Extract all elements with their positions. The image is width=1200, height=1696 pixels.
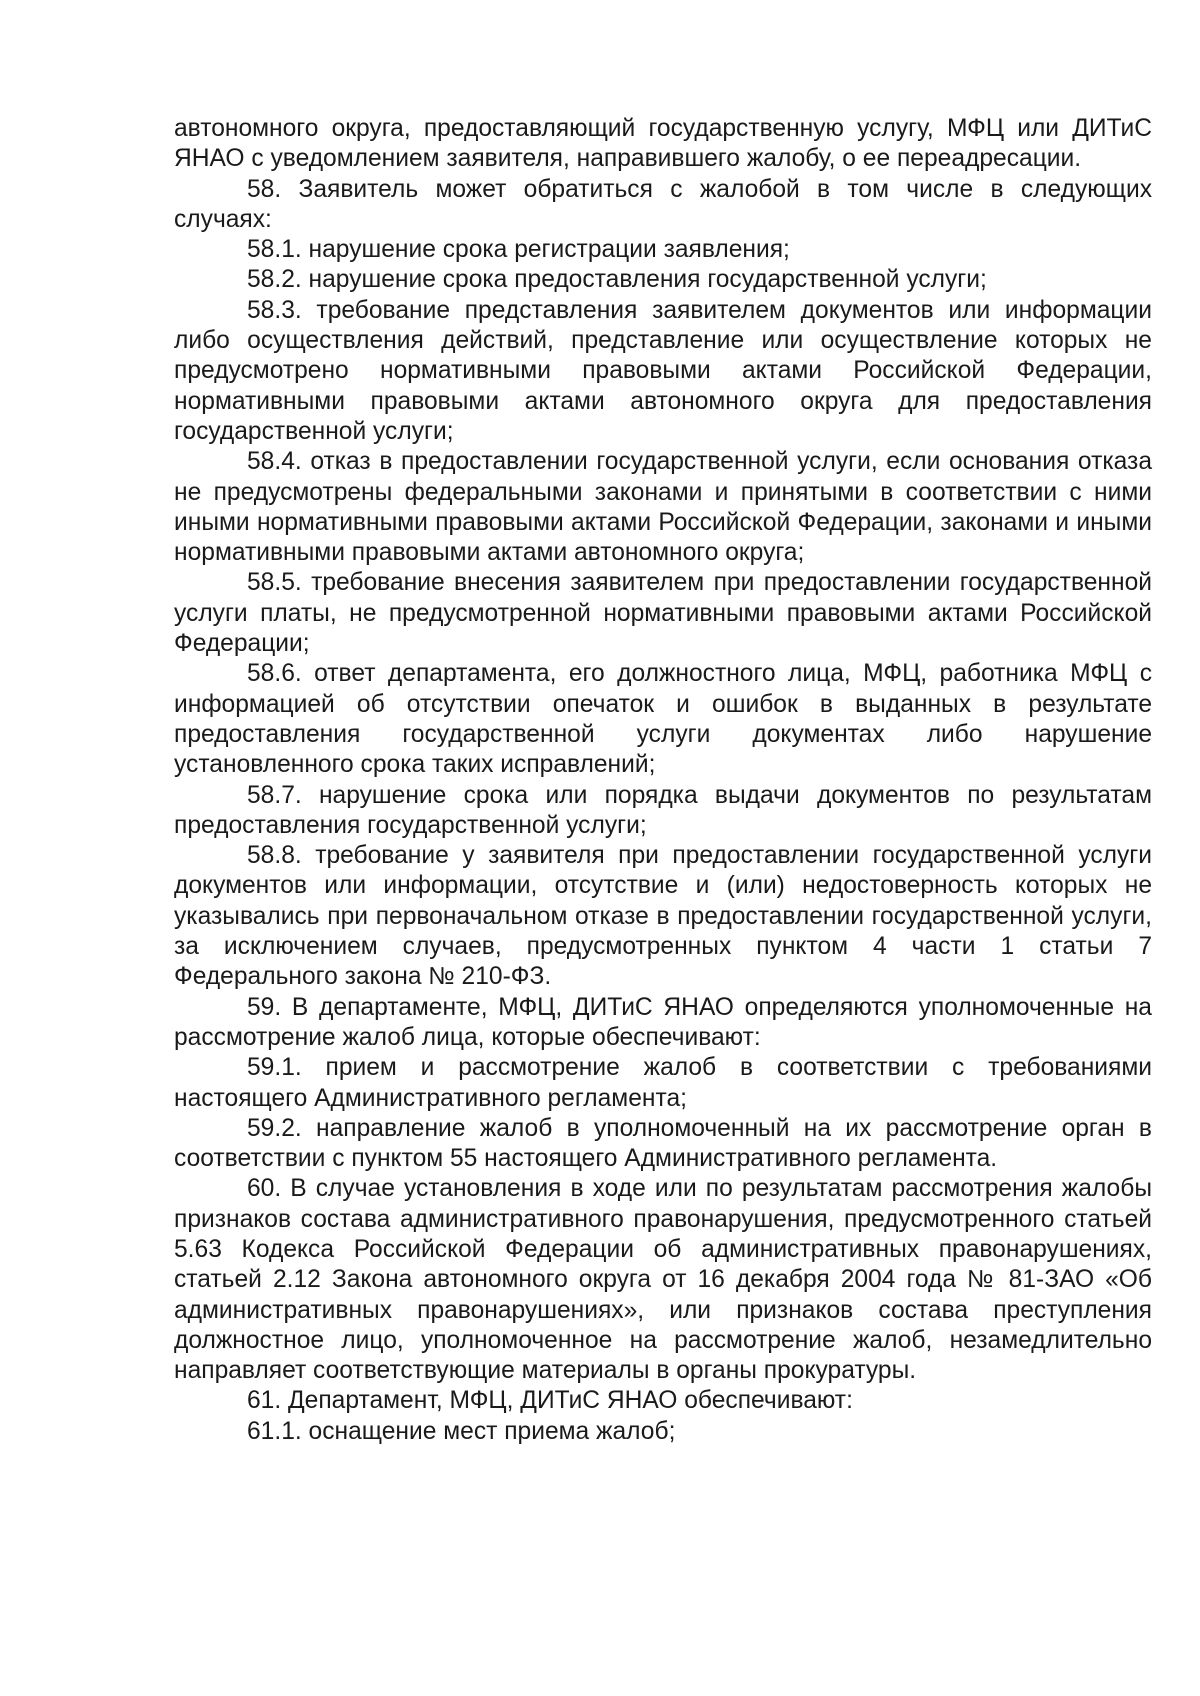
paragraph-58: 58. Заявитель может обратиться с жалобой в том числе в следующих случаях: — [174, 175, 1152, 233]
paragraph-59-1: 59.1. прием и рассмотрение жалоб в соответствии с требованиями настоящего Административного регламента; — [174, 1054, 1152, 1112]
paragraph-continuation: автономного округа, предоставляющий государственную услугу, МФЦ или ДИТиС ЯНАО с уведомлением заявителя, направившего жалобу, о ее переадресации. — [174, 115, 1152, 173]
paragraph-58-8: 58.8. требование у заявителя при предоставлении государственной услуги документов или информации, отсутствие и (или) недостоверность которых не указывались при первоначальном отказе в предоставлении государственной услуги, за исключением случаев, предусмотренных пунктом 4 части 1 статьи 7 Федерального закона № 210-ФЗ. — [174, 842, 1152, 991]
paragraph-59: 59. В департаменте, МФЦ, ДИТиС ЯНАО определяются уполномоченные на рассмотрение жалоб лица, которые обеспечивают: — [174, 993, 1152, 1051]
paragraph-58-1: 58.1. нарушение срока регистрации заявления; — [247, 236, 790, 264]
paragraph-58-6: 58.6. ответ департамента, его должностного лица, МФЦ, работника МФЦ с информацией об отсутствии опечаток и ошибок в выданных в результате предоставления государственной услуги документах либо нарушение установленного срока таких исправлений; — [174, 660, 1152, 779]
paragraph-58-2: 58.2. нарушение срока предоставления государственной услуги; — [247, 266, 987, 294]
paragraph-58-5: 58.5. требование внесения заявителем при предоставлении государственной услуги платы, не предусмотренной нормативными правовыми актами Российской Федерации; — [174, 569, 1152, 658]
paragraph-61-1: 61.1. оснащение мест приема жалоб; — [247, 1417, 676, 1445]
paragraph-59-2: 59.2. направление жалоб в уполномоченный на их рассмотрение орган в соответствии с пунктом 55 настоящего Административного регламента. — [174, 1114, 1152, 1173]
paragraph-61: 61. Департамент, МФЦ, ДИТиС ЯНАО обеспечивают: — [247, 1387, 853, 1415]
paragraph-58-3: 58.3. требование представления заявителем документов или информации либо осуществления действий, представление или осуществление которых не предусмотрено нормативными правовыми актами Российской Федерации, нормативными правовыми актами автономного округа для предоставления государственной услуги; — [174, 296, 1152, 445]
paragraph-58-7: 58.7. нарушение срока или порядка выдачи документов по результатам предоставления государственной услуги; — [174, 781, 1152, 839]
paragraph-58-4: 58.4. отказ в предоставлении государственной услуги, если основания отказа не предусмотрены федеральными законами и принятыми в соответствии с ними иными нормативными правовыми актами Российской Федерации, законами и иными нормативными правовыми актами автономного округа; — [174, 448, 1152, 567]
document-page — [174, 114, 1152, 1447]
paragraph-60: 60. В случае установления в ходе или по результатам рассмотрения жалобы признаков состава административного правонарушения, предусмотренного статьей 5.63 Кодекса Российской Федерации об административных правонарушениях, статьей 2.12 Закона автономного округа от 16 декабря 2004 года № 81-ЗАО «Об административных правонарушениях», или признаков состава преступления должностное лицо, уполномоченное на рассмотрение жалоб, незамедлительно направляет соответствующие материалы в органы прокуратуры. — [174, 1175, 1152, 1385]
